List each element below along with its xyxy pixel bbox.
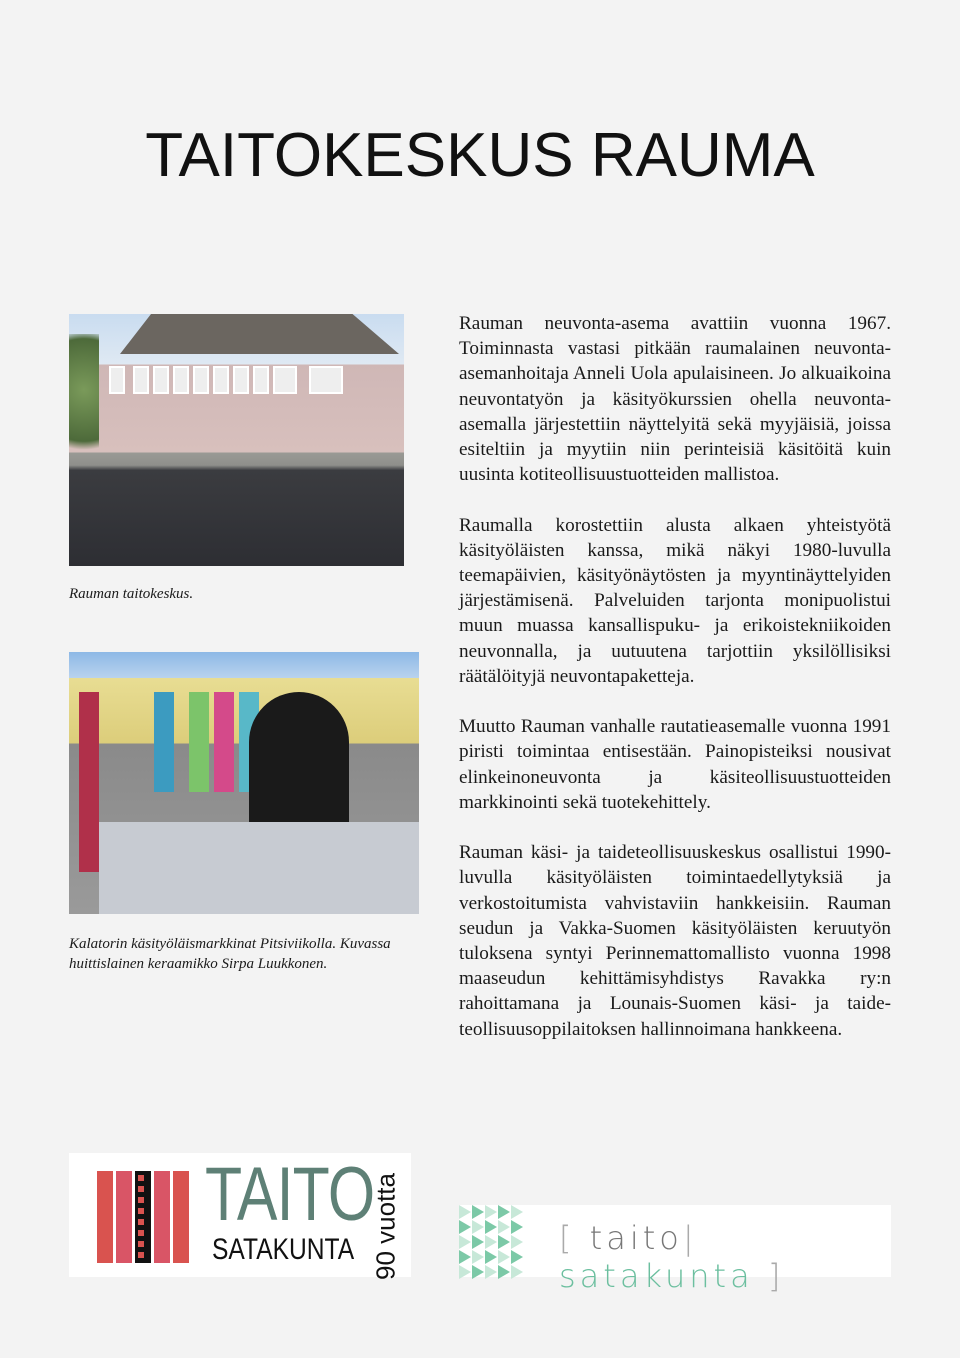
page-title: TAITOKESKUS RAUMA	[145, 121, 815, 190]
taito-satakunta-90-logo	[69, 1152, 411, 1280]
paragraph: Muutto Rauman vanhalle rautatieasemalle vuonna 1991 piristi toimintaa entisestään. Painopisteiksi nousivat elinkeinoneuvonta ja käsiteollisuustuotteiden markkinointi sekä tuotekehittely.	[459, 716, 891, 813]
taito-satakunta-logo	[459, 1205, 891, 1295]
paragraph: Rauman käsi- ja taideteollisuuskeskus osallistui 1990-luvulla käsityöläisten toimintaedellytyksiä ja verkostoitumista vahvistaviin hankkeisiin. Rauman seudun ja Vakka-Suomen käsityöläisten keruutyön tuloksena syntyi Perinnemattomallisto vuonna 1998 maaseudun kehittämisyhdistys Ravakka ry:n rahoittamana ja Lounais-Suomen käsi- ja taideteollisuusoppilaitoksen hallinnoimana hankkeena.	[459, 842, 891, 1040]
paragraph: Rauman neuvonta-asema avattiin vuonna 1967. Toiminnasta vastasi pitkään raumalainen neuvonta-asemanhoitaja Anneli Uola apulaisineen. Jo alkuaikoina neuvontatyön ja käsityökurssien ohella neuvonta-asemalla järjestettiin näyttelyitä sekä myyjäisiä, joissa esiteltiin ja myytiin niin perinteisiä käsitöitä kuin uusinta kotiteollisuustuotteiden mallistoa.	[459, 313, 891, 486]
article-body	[459, 311, 891, 1067]
logo-word-taito: taito	[589, 1219, 683, 1257]
paragraph: Raumalla korostettiin alusta alkaen yhteistyötä käsityöläisten kanssa, mikä näkyi 1980-luvulla teemapäivien, käsityönäytösten ja myyntinäyttelyiden järjestämisenä. Palveluiden tarjonta monipuolistui muun muassa kansallispuku- ja erikoistekniikoiden neuvonnalla, ja uutuutena tarjottiin yksilöllisiksi räätälöityjä neuvontapaketteja.	[459, 514, 891, 687]
photo-taitokeskus-building	[69, 314, 404, 566]
logo-word-satakunta: satakunta	[559, 1257, 754, 1295]
bracket: ]	[767, 1257, 785, 1295]
logo-text-taito: TAITO	[205, 1152, 375, 1237]
logo-text-90-vuotta: 90 vuotta	[370, 1173, 401, 1280]
photo-market-stall	[69, 652, 419, 914]
triangles-icon	[459, 1205, 529, 1277]
logo-text-satakunta: SATAKUNTA	[212, 1233, 355, 1266]
bracket: [	[559, 1219, 576, 1257]
stripes-icon	[97, 1171, 189, 1263]
photo-caption: Rauman taitokeskus.	[69, 586, 194, 602]
separator: |	[682, 1219, 698, 1257]
photo-caption: Kalatorin käsityöläismarkkinat Pitsiviikolla. Kuvassa huittislainen keraamikko Sirpa Luukkonen.	[69, 936, 391, 972]
